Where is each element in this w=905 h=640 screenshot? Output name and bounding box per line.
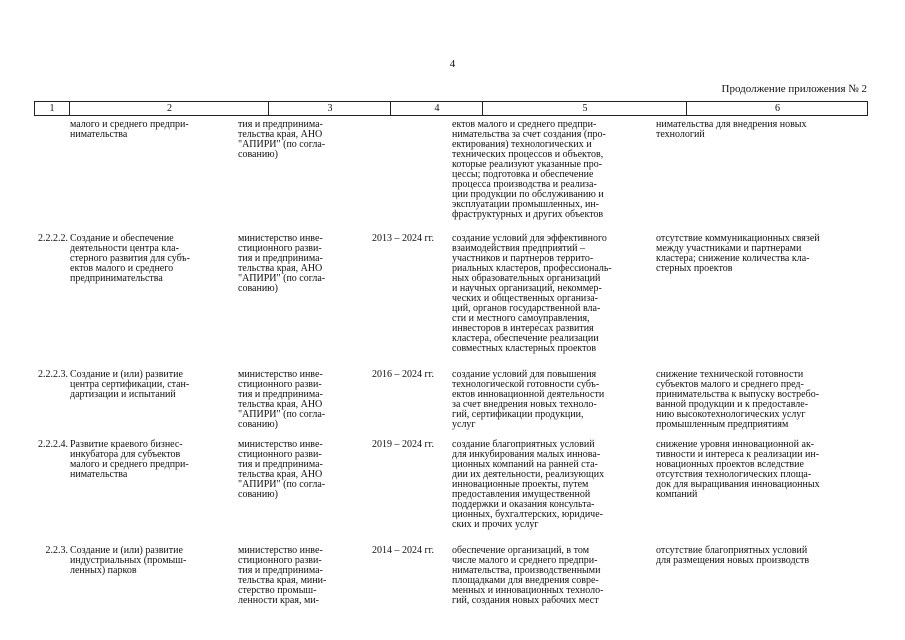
row-1-term: 2013 – 2024 гг. (371, 233, 435, 244)
row-1-executor: министерство инве- стиционного разви- тия и предпринима- тельства края, АНО "АПИРИ" (по согла- сованию) (238, 233, 326, 294)
row-4-executor: министерство инве- стиционного разви- тия и предпринима- тельства края, мини- стерство промыш- ленности края, ми- (238, 545, 327, 606)
row-4-name: Создание и (или) развитие индустриальных (промыш- ленных) парков (70, 545, 187, 576)
header-col-6: 6 (686, 102, 868, 115)
row-2-result: создание условий для повышения технологической готовности субъ- ектов инновационной деятельности за счет внедрения новых техноло- гий, сертификации продукции, услуг (452, 369, 605, 430)
row-4-number: 2.2.3. (45, 545, 68, 556)
row-1-number: 2.2.2.2. (38, 233, 68, 244)
row-3-result: создание благоприятных условий для инкубирования малых иннова- ционных компаний на ранней ста- дии их деятельности, реализующих инновационные проекты, путем предоставления имущественной поддержки и оказания консульта- ционных, бухгалтерских, юридиче- ских и прочих услуг (452, 439, 605, 530)
row-2-consequence: снижение технической готовности субъектов малого и среднего пред- принимательства к выпуску востребо- ванной продукции и к предоставле- нию высокотехнологических услуг промышленным предприятиям (656, 369, 820, 430)
page-number: 4 (449, 58, 456, 70)
row-3-executor: министерство инве- стиционного разви- тия и предпринима- тельства края, АНО "АПИРИ" (по согла- сованию) (238, 439, 326, 500)
row-1-result: создание условий для эффективного взаимодействия предприятий – участников и партнеров террито- риальных кластеров, профессиональ- ных образовательных организаций и научных организаций, некоммер- ческих и общественных организа- ций, органов государственной вла- сти и местного самоуправления, инвесторов в интересах развития кластера, обеспечение реализации совместных кластерных проектов (452, 233, 612, 354)
continuation-label: Продолжение приложения № 2 (721, 83, 867, 95)
header-col-3: 3 (268, 102, 391, 115)
header-col-4: 4 (390, 102, 483, 115)
row-4-term: 2014 – 2024 гг. (371, 545, 435, 556)
header-col-5: 5 (482, 102, 687, 115)
row-3-name: Развитие краевого бизнес- инкубатора для субъектов малого и среднего предпри- нимательства (70, 439, 189, 480)
row-3-consequence: снижение уровня инновационной ак- тивности и интереса к реализации ин- новационных проектов вследствие отсутствия технологических площа- док для выращивания инновационных компаний (656, 439, 820, 500)
row-4-consequence: отсутствие благоприятных условий для размещения новых производств (656, 545, 810, 566)
row-3-term: 2019 – 2024 гг. (371, 439, 435, 450)
row-2-number: 2.2.2.3. (38, 369, 68, 380)
row-0-name: малого и среднего предпри- нимательства (70, 119, 189, 140)
row-0-consequence: нимательства для внедрения новых технологий (656, 119, 807, 140)
row-2-name: Создание и (или) развитие центра сертификации, стан- дартизации и испытаний (70, 369, 190, 400)
table-header (34, 101, 868, 116)
row-0-result: ектов малого и среднего предпри- нимательства за счет создания (про- ектирования) технологических и технических процессов и объектов, которые реализуют указанные про- цессы; подготовка и обеспечение процесса производства и реализа- ции продукции по обслуживанию и эксплуатации промышленных, ин- фраструктурных и других объектов (452, 119, 606, 220)
header-col-1: 1 (49, 103, 55, 114)
row-0-executor: тия и предпринима- тельства края, АНО "АПИРИ" (по согла- сованию) (238, 119, 326, 160)
row-1-name: Создание и обеспечение деятельности центра кла- стерного развития для субъ- ектов малого и среднего предпринимательства (70, 233, 190, 284)
row-1-consequence: отсутствие коммуникационных связей между участниками и партнерами кластера; снижение количества кла- стерных проектов (656, 233, 820, 274)
row-2-term: 2016 – 2024 гг. (371, 369, 435, 380)
row-2-executor: министерство инве- стиционного разви- тия и предпринима- тельства края, АНО "АПИРИ" (по согла- сованию) (238, 369, 326, 430)
row-3-number: 2.2.2.4. (38, 439, 68, 450)
row-4-result: обеспечение организаций, в том числе малого и среднего предпри- нимательства, производственными площадками для внедрения совре- менных и инновационных техноло- гий, создания новых рабочих мест (452, 545, 604, 606)
header-col-2: 2 (69, 102, 269, 115)
